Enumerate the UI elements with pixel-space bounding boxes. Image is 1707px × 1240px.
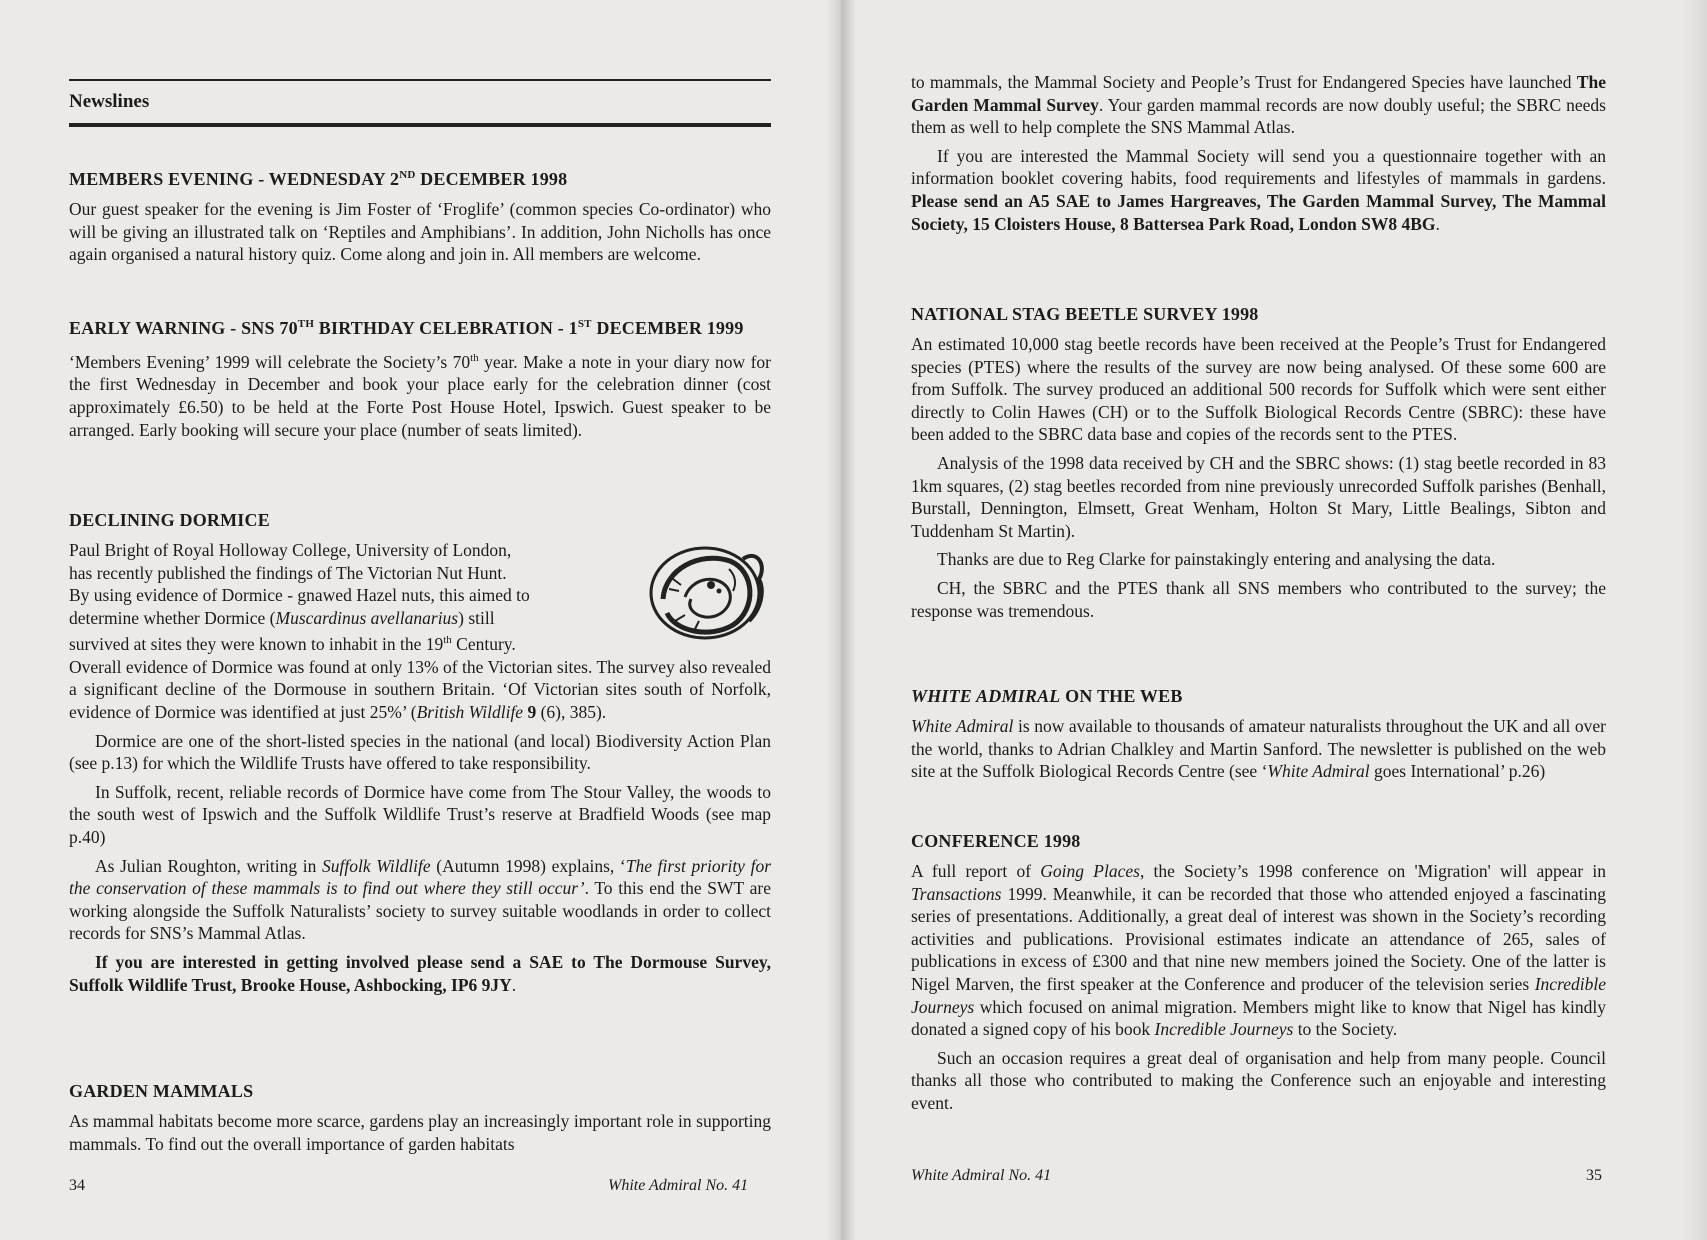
web-section — [911, 684, 1606, 783]
early-warning-body: ‘Members Evening’ 1999 will celebrate the Society’s 70th year. Make a note in your diary now for the first Wednesday in December and book your place early for the celebration dinner (cost approximately £6.50) to be held at the Forte Post House Hotel, Ipswich. Guest speaker to be arranged. Early booking will secure your place (number of seats limited). — [69, 351, 771, 440]
dormice-wrap-line-1: Paul Bright of Royal Holloway College, University of London, — [69, 540, 512, 560]
page-number-left: 34 — [69, 1177, 85, 1194]
stag-beetle-paragraph-2: Analysis of the 1998 data received by CH and the SBRC shows: (1) stag beetle recorded in 83 1km squares, (2) stag beetles recorded from nine previously unrecorded Suffolk parishes (Benhall, Burstall, Dennington, Elmsett, Great Wenham, Holton St Mary, Little Bealings, Sibton and Tuddenham St Martin). — [911, 452, 1606, 541]
dormice-wrap-line-5: survived at sites they were known to inhabit in the 19th Century. — [69, 634, 516, 655]
left-page — [0, 0, 842, 1240]
header-rule-top — [69, 79, 771, 81]
web-heading: WHITE ADMIRAL ON THE WEB — [911, 686, 1183, 706]
stag-beetle-paragraph-1: An estimated 10,000 stag beetle records have been received at the People’s Trust for Endangered species (PTES) where the results of the survey are now being analysed. Of these some 600 are from Suffolk. The survey produced an additional 500 records for Suffolk which were sent either directly to Colin Hawes (CH) or to the Suffolk Biological Records Centre (SBRC): these have been added to the SBRC data base and copies of the records sent to the PTES. — [911, 334, 1606, 445]
dormice-wrap — [69, 539, 771, 996]
footer-title-right: White Admiral No. 41 — [911, 1167, 1052, 1184]
members-evening-heading: MEMBERS EVENING - WEDNESDAY 2ND DECEMBER 1998 — [69, 169, 568, 189]
members-evening-section — [69, 163, 771, 266]
conference-heading: CONFERENCE 1998 — [911, 831, 1081, 851]
dormice-paragraph-4: As Julian Roughton, writing in Suffolk Wildlife (Autumn 1998) explains, ‘The first priority for the conservation of these mammals is to find out where they still occur’. To this end the SWT are working alongside the Suffolk Naturalists’ society to survey suitable woodlands in order to collect records for SNS’s Mammal Atlas. — [69, 855, 771, 944]
dormice-paragraph-3: In Suffolk, recent, reliable records of Dormice have come from The Stour Valley, the woods to the south west of Ipswich and the Suffolk Wildlife Trust’s reserve at Bradfield Woods (see map p.40) — [69, 781, 771, 847]
dormice-wrap-line-2: has recently published the findings of The Victorian Nut Hunt. — [69, 562, 507, 583]
conference-section — [911, 829, 1606, 1115]
members-evening-body: Our guest speaker for the evening is Jim Foster of ‘Froglife’ (common species Co-ordinator) who will be giving an illustrated talk on ‘Reptiles and Amphibians’. In addition, John Nicholls has once again organised a natural history quiz. Come along and join in. All members are welcome. — [69, 199, 771, 265]
dormice-paragraph-1-rest: Overall evidence of Dormice was found at only 13% of the Victorian sites. The survey also revealed a significant decline of the Dormouse in southern Britain. ‘Of Victorian sites south of Norfolk, evidence of Dormice was identified at just 25%’ (British Wildlife 9 (6), 385). — [69, 656, 771, 722]
conference-paragraph-2: Such an occasion requires a great deal of organisation and help from many people. Council thanks all those who contributed to making the Conference such an enjoyable and interesting event. — [911, 1047, 1606, 1113]
page-number-right: 35 — [1586, 1167, 1602, 1184]
stag-beetle-section — [911, 302, 1606, 622]
section-label: Newslines — [69, 91, 150, 112]
stag-beetle-paragraph-4: CH, the SBRC and the PTES thank all SNS members who contributed to the survey; the response was tremendous. — [911, 577, 1606, 621]
garden-mammals-body: As mammal habitats become more scarce, gardens play an increasingly important role in supporting mammals. To find out the overall importance of garden habitats — [69, 1111, 771, 1154]
early-warning-heading: EARLY WARNING - SNS 70TH BIRTHDAY CELEBRATION - 1ST DECEMBER 1999 — [69, 318, 744, 338]
garden-mammals-continued — [911, 71, 1606, 235]
garden-mammals-section — [69, 1079, 771, 1155]
early-warning-section — [69, 312, 771, 441]
conference-paragraph-1: A full report of Going Places, the Society’s 1998 conference on 'Migration' will appear in Transactions 1999. Meanwhile, it can be recorded that those who attended enjoyed a fascinating series of presentations. Additionally, a great deal of interest was shown in the Society’s recording activities and publications. Provisional estimates indicate an attendance of 265, sales of publications in excess of £300 and that nine new members joined the Society. One of the latter is Nigel Marven, the first speaker at the Conference and producer of the television series Incredible Journeys which focused on animal migration. Members might like to know that Nigel has kindly donated a signed copy of his book Incredible Journeys to the Society. — [911, 861, 1606, 1040]
footer-title-left: White Admiral No. 41 — [608, 1177, 749, 1194]
dormice-heading: DECLINING DORMICE — [69, 510, 270, 530]
dormouse-illustration — [645, 539, 771, 641]
dormice-paragraph-5: If you are interested in getting involved please send a SAE to The Dormouse Survey, Suffolk Wildlife Trust, Brooke House, Ashbocking, IP6 9JY. — [69, 951, 771, 995]
stag-beetle-heading: NATIONAL STAG BEETLE SURVEY 1998 — [911, 304, 1259, 324]
dormice-wrap-line-4: determine whether Dormice (Muscardinus avellanarius) still — [69, 607, 495, 628]
page-edge-shadow — [1681, 0, 1707, 1240]
spine-gutter — [826, 0, 856, 1240]
dormice-section — [69, 508, 771, 996]
stag-beetle-paragraph-3: Thanks are due to Reg Clarke for painstakingly entering and analysing the data. — [937, 549, 1496, 570]
garden-cont-paragraph-2: If you are interested the Mammal Society will send you a questionnaire together with an information booklet covering habits, food requirements and lifestyles of mammals in gardens. Please send an A5 SAE to James Hargreaves, The Garden Mammal Survey, The Mammal Society, 15 Cloisters House, 8 Battersea Park Road, London SW8 4BG. — [911, 145, 1606, 234]
dormice-wrap-line-3: By using evidence of Dormice - gnawed Hazel nuts, this aimed to — [69, 585, 530, 606]
garden-cont-paragraph-1: to mammals, the Mammal Society and People’s Trust for Endangered Species have launched The Garden Mammal Survey. Your garden mammal records are now doubly useful; the SBRC needs them as well to help complete the SNS Mammal Atlas. — [911, 72, 1606, 138]
garden-mammals-heading: GARDEN MAMMALS — [69, 1081, 254, 1101]
web-paragraph: White Admiral is now available to thousands of amateur naturalists throughout the UK and all over the world, thanks to Adrian Chalkley and Martin Sanford. The newsletter is published on the web site at the Suffolk Biological Records Centre (see ‘White Admiral goes International’ p.26) — [911, 716, 1606, 782]
header-rule-bottom — [69, 123, 771, 127]
dormice-paragraph-2: Dormice are one of the short-listed species in the national (and local) Biodiversity Action Plan (see p.13) for which the Wildlife Trusts have offered to take responsibility. — [69, 730, 771, 774]
